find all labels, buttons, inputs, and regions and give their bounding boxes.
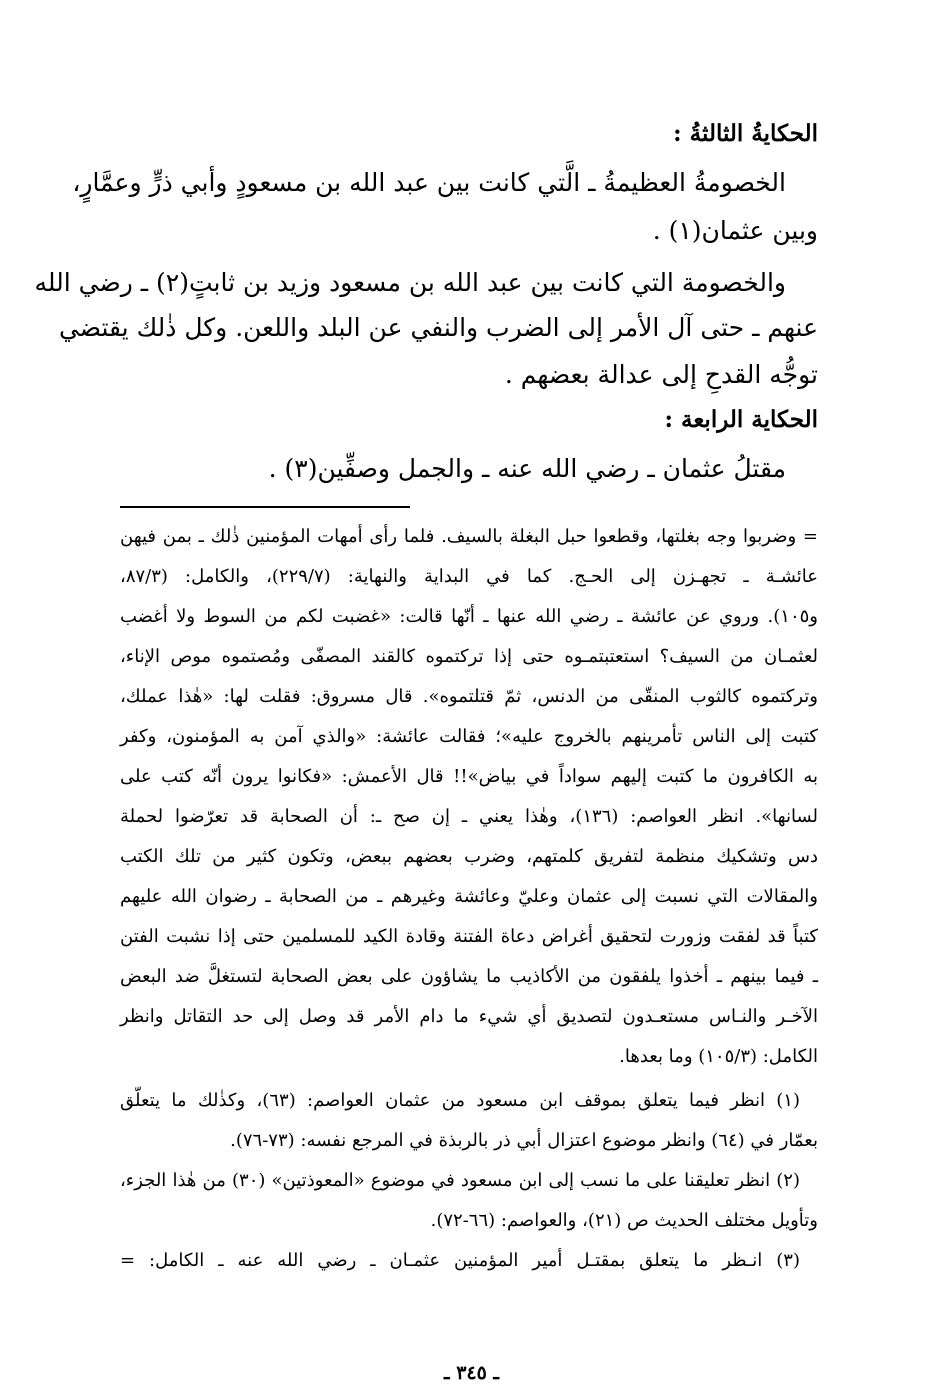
footnote-cont-line-12: ـ فيما بينهم ـ أخذوا يلفقون من الأكاذيب ما يشاؤون على بعض الصحابة لتستغلَّ ضد البعض [120, 966, 818, 987]
footnote-1-line-1: (١) انظر فيما يتعلق بموقف ابن مسعود من عثمان العواصم: (٦٣)، وكذٰلك ما يتعلّق [120, 1090, 800, 1111]
footnote-2-line-2: وتأويل مختلف الحديث ص (٢١)، والعواصم: (٦٦-٧٢). [430, 1210, 818, 1231]
footnote-cont-line-8: لسانها». انظر العواصم: (١٣٦)، وهٰذا يعني ـ إن صح ـ: أن الصحابة قد تعرّضوا لحملة [120, 806, 819, 827]
footnote-1-line-2: بعمّار في (٦٤) وانظر موضوع اعتزال أبي ذر بالربذة في المرجع نفسه: (٧٣-٧٦). [230, 1130, 818, 1151]
para2-line-3: توجُّه القدحِ إلى عدالة بعضهم . [504, 360, 818, 389]
para1-line-2: وبين عثمان(١) . [652, 216, 818, 245]
footnote-cont-line-10: والمقالات التي نسبت إلى عثمان وعليّ وعائشة وغيرهم ـ من الصحابة ـ رضوان الله عليهم [120, 886, 818, 907]
footnote-cont-line-9: دس وتشكيك منظمة لتفريق كلمتهم، وضرب بعضهم ببعض، وتكون كثير من تلك الكتب [120, 846, 818, 867]
footnote-cont-line-4: لعثمـان من السيف؟ استعتبتمـوه حتى إذا تركتموه كالقند المصفّى ومُصتموه موص الإناء، [120, 646, 818, 667]
footnote-cont-line-13: الآخـر والنـاس مستعـدون لتصديق أي شيء ما دام الأمر قد وصل إلى حد التقاتل وانظر [120, 1006, 818, 1027]
footnote-cont-line-6: كتبت إلى الناس تأمرينهم بالخروج عليه»؛ فقالت عائشة: «والذي آمن به المؤمنون، وكفر [120, 726, 818, 747]
footnote-cont-line-14: الكامل: (١٠٥/٣) وما بعدها. [619, 1046, 818, 1067]
heading-third-story: الحكايةُ الثالثةُ : [673, 120, 818, 147]
footnote-cont-line-11: كتباً قد لفقت وزورت لتحقيق أغراض دعاة الفتنة وقادة الكيد للمسلمين حتى إذا نشبت الفتن [120, 926, 818, 947]
footnote-2-line-1: (٢) انظر تعليقنا على ما نسب إلى ابن مسعود في موضوع «المعوذتين» (٣٠) من هٰذا الجزء، [120, 1170, 800, 1191]
footnote-3-line-1: (٣) انـظر ما يتعلق بمقتـل أمير المؤمنين عثمـان ـ رضي الله عنه ـ الكامل: = [120, 1250, 800, 1271]
footnote-separator [120, 506, 410, 508]
footnote-cont-line-7: به الكافرون ما كتبت إليهم سواداً في بياض»!! قال الأعمش: «فكانوا يرون أنّه كتب على [120, 766, 818, 787]
para2-line-1: والخصومة التي كانت بين عبد الله بن مسعود وزيد بن ثابتٍ(٢) ـ رضي الله [34, 268, 786, 297]
para3-line-1: مقتلُ عثمان ـ رضي الله عنه ـ والجمل وصفِّين(٣) . [268, 454, 786, 483]
footnote-cont-line-1: = وضربوا وجه بغلتها، وقطعوا حبل البغلة بالسيف. فلما رأى أمهات المؤمنين ذٰلك ـ بمن فيهن [120, 526, 818, 547]
page [34, 0, 819, 1398]
para2-line-2: عنهم ـ حتى آل الأمر إلى الضرب والنفي عن البلد واللعن. وكل ذٰلك يقتضي [58, 313, 818, 342]
heading-fourth-story: الحكاية الرابعة : [664, 406, 818, 433]
footnote-cont-line-2: عائشـة ـ تجهـزن إلى الحـج. كما في البداية والنهاية: (٢٢٩/٧)، والكامل: (٨٧/٣، [120, 566, 818, 587]
page-number: ـ ٣٤٥ ـ [444, 1362, 499, 1384]
footnote-cont-line-3: و١٠٥). وروي عن عائشة ـ رضي الله عنها ـ أنّها قالت: «غضبت لكم من السوط ولا أغضب [120, 606, 818, 627]
para1-line-1: الخصومةُ العظيمةُ ـ الَّتي كانت بين عبد الله بن مسعودٍ وأبي ذرٍّ وعمَّارٍ، [72, 168, 786, 197]
footnote-cont-line-5: وتركتموه كالثوب المنقّى من الدنس، ثمّ قتلتموه». قال مسروق: فقلت لها: «هٰذا عملك، [120, 686, 818, 707]
